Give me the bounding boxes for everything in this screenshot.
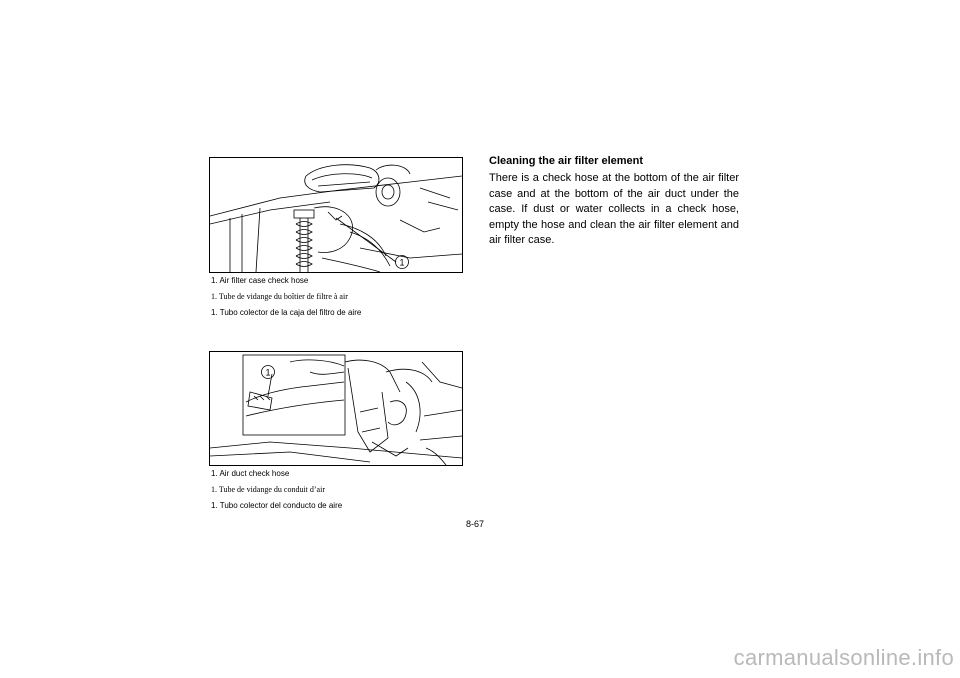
callout-number: 1	[265, 367, 271, 378]
line-drawing	[210, 352, 462, 465]
caption-en: 1. Air duct check hose	[211, 469, 290, 478]
illustration-air-filter-case-check-hose	[209, 157, 463, 273]
watermark: carmanualsonline.info	[733, 645, 954, 670]
section-body: There is a check hose at the bottom of the air filter case and at the bottom of the air duct under the case. If dust or water collects in a check hose, empty the hose and clean the air filter element and air filter case.	[489, 172, 739, 246]
page-number: 8-67	[466, 519, 485, 529]
section-title: Cleaning the air filter element	[489, 155, 644, 167]
illustration-air-duct-check-hose	[209, 351, 463, 466]
callout-number: 1	[399, 257, 405, 268]
caption-fr: 1. Tube de vidange du boîtier de filtre à air	[211, 292, 348, 301]
line-drawing	[210, 158, 462, 272]
caption-es: 1. Tubo colector de la caja del filtro de aire	[211, 308, 362, 317]
caption-es: 1. Tubo colector del conducto de aire	[211, 501, 343, 510]
caption-fr: 1. Tube de vidange du conduit d’air	[211, 485, 325, 494]
caption-en: 1. Air filter case check hose	[211, 276, 309, 285]
